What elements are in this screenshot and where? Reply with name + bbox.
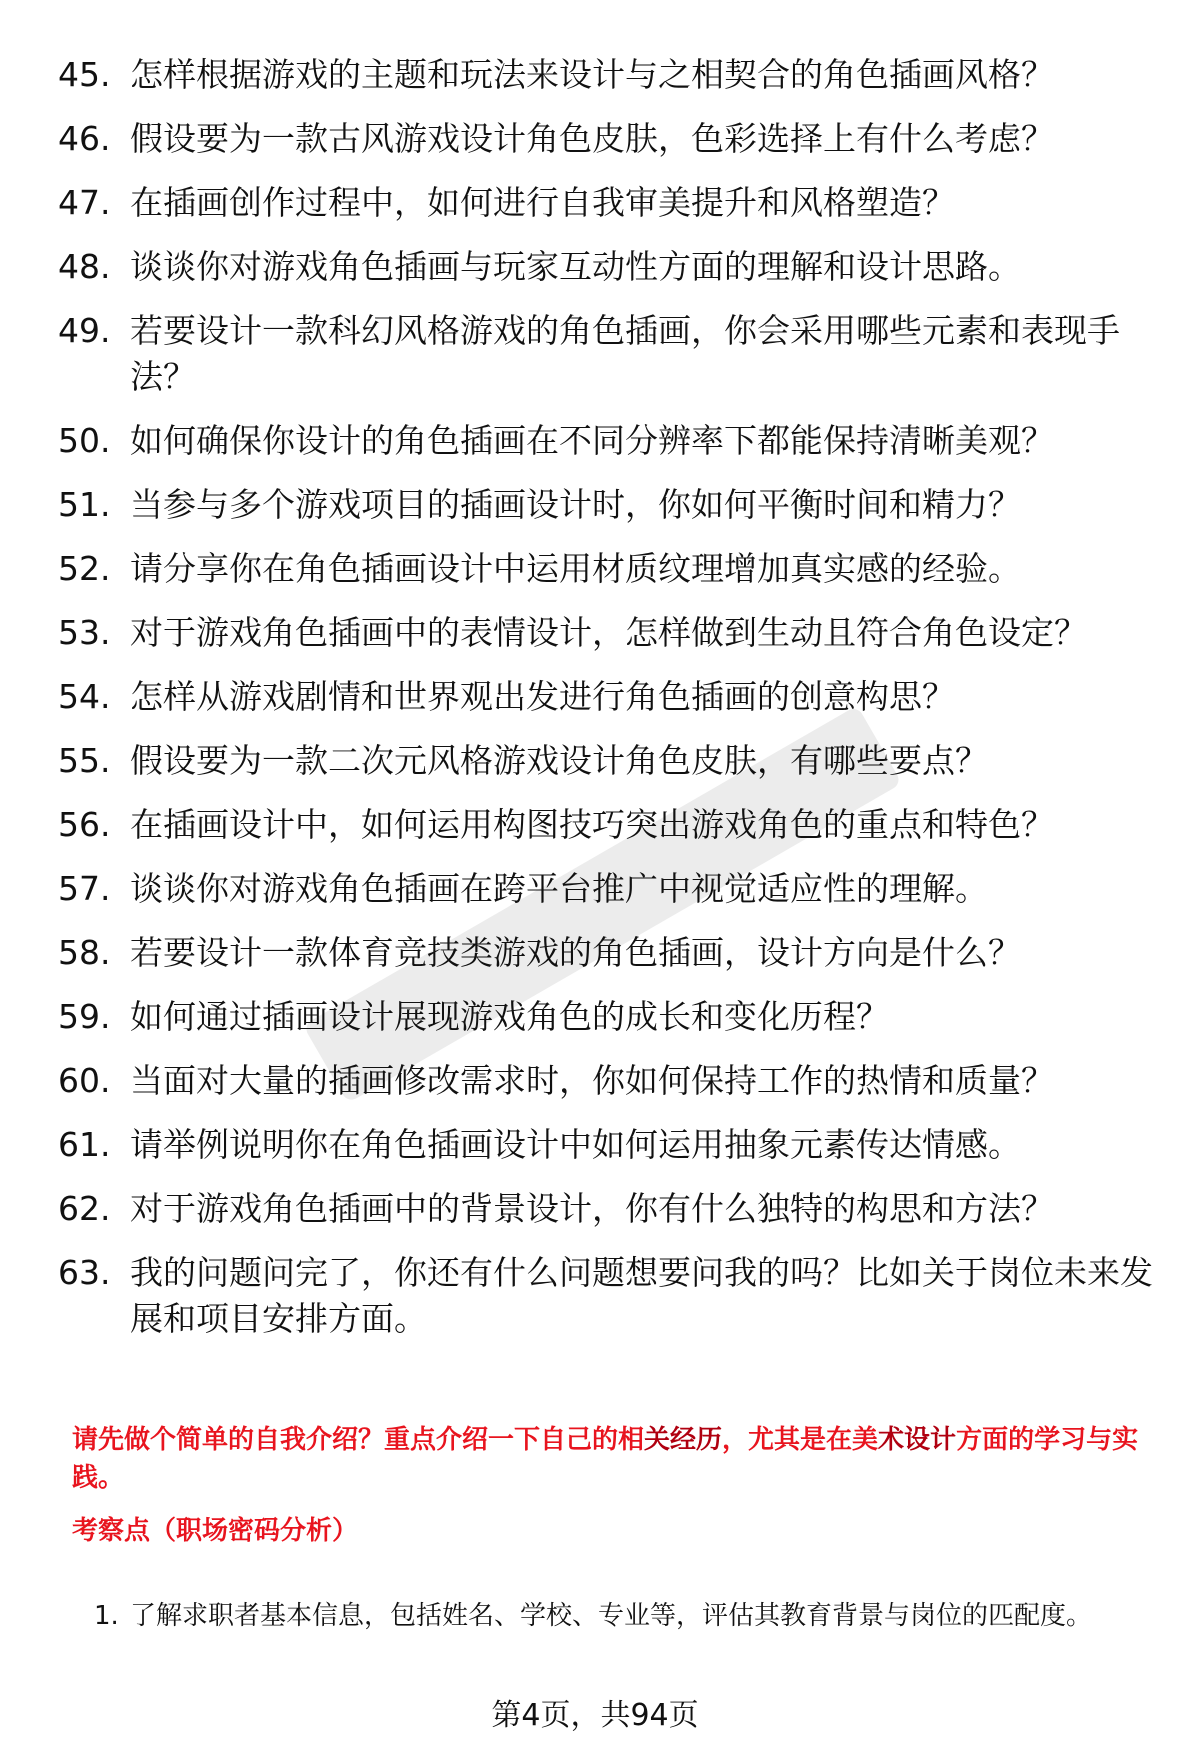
question-number: 47. (58, 183, 111, 222)
list-item (58, 308, 1158, 400)
question-number: 62. (58, 1189, 111, 1228)
list-item (58, 418, 1158, 464)
highlight-text-part: 方面的学习与实践。 (72, 1425, 1139, 1493)
question-text: 谈谈你对游戏角色插画与玩家互动性方面的理解和设计思路。 (130, 247, 1021, 286)
list-item (58, 1250, 1158, 1342)
list-item (58, 866, 1158, 912)
list-item (58, 930, 1158, 976)
list-item (58, 1122, 1158, 1168)
question-number: 49. (58, 311, 111, 350)
list-item (58, 1186, 1158, 1232)
question-number: 48. (58, 247, 111, 286)
question-text: 若要设计一款科幻风格游戏的角色插画，你会采用哪些元素和表现手法？ (130, 311, 1120, 396)
question-text: 我的问题问完了，你还有什么问题想要问我的吗？比如关于岗位未来发展和项目安排方面。 (130, 1253, 1153, 1338)
question-text: 请分享你在角色插画设计中运用材质纹理增加真实感的经验。 (130, 549, 1021, 588)
list-item (58, 674, 1158, 720)
highlight-question (72, 1421, 1162, 1497)
list-item (58, 994, 1158, 1040)
question-text: 请举例说明你在角色插画设计中如何运用抽象元素传达情感。 (130, 1125, 1021, 1164)
list-item (58, 482, 1158, 528)
question-number: 50. (58, 421, 111, 460)
answer-item (94, 1584, 1164, 1648)
answer-text: 了解求职者基本信息，包括姓名、学校、专业等，评估其教育背景与岗位的匹配度。 (130, 1601, 1093, 1631)
question-list (58, 52, 1158, 1360)
question-number: 56. (58, 805, 111, 844)
list-item (58, 244, 1158, 290)
question-text: 怎样从游戏剧情和世界观出发进行角色插画的创意构思？ (130, 677, 955, 716)
list-item (58, 802, 1158, 848)
question-number: 45. (58, 55, 111, 94)
question-number: 58. (58, 933, 111, 972)
question-text: 对于游戏角色插画中的表情设计，怎样做到生动且符合角色设定？ (130, 613, 1087, 652)
question-text: 对于游戏角色插画中的背景设计，你有什么独特的构思和方法？ (130, 1189, 1054, 1228)
highlight-keyword: 术设计 (878, 1425, 957, 1455)
section-title: 考察点（职场密码分析） (72, 1516, 359, 1546)
page-footer: 第4页，共94页 (491, 1698, 699, 1733)
question-text: 在插画设计中，如何运用构图技巧突出游戏角色的重点和特色？ (130, 805, 1054, 844)
question-text: 假设要为一款古风游戏设计角色皮肤，色彩选择上有什么考虑？ (130, 119, 1054, 158)
list-item (58, 1058, 1158, 1104)
question-number: 54. (58, 677, 111, 716)
highlight-keyword: 关经历 (644, 1425, 723, 1455)
list-item (58, 116, 1158, 162)
question-text: 如何确保你设计的角色插画在不同分辨率下都能保持清晰美观？ (130, 421, 1054, 460)
question-number: 63. (58, 1253, 111, 1292)
question-text: 如何通过插画设计展现游戏角色的成长和变化历程？ (130, 997, 889, 1036)
question-number: 61. (58, 1125, 111, 1164)
answer-number: 1. (94, 1601, 119, 1631)
question-number: 53. (58, 613, 111, 652)
list-item (58, 180, 1158, 226)
question-number: 57. (58, 869, 111, 908)
highlight-text-part: 请先做个简单的自我介绍？重点介绍一下自己的相 (72, 1425, 645, 1455)
question-number: 55. (58, 741, 111, 780)
question-text: 在插画创作过程中，如何进行自我审美提升和风格塑造？ (130, 183, 955, 222)
list-item (58, 738, 1158, 784)
list-item (58, 52, 1158, 98)
list-item (58, 610, 1158, 656)
question-number: 59. (58, 997, 111, 1036)
question-text: 当面对大量的插画修改需求时，你如何保持工作的热情和质量？ (130, 1061, 1054, 1100)
question-number: 52. (58, 549, 111, 588)
question-text: 怎样根据游戏的主题和玩法来设计与之相契合的角色插画风格？ (130, 55, 1054, 94)
question-number: 46. (58, 119, 111, 158)
question-text: 谈谈你对游戏角色插画在跨平台推广中视觉适应性的理解。 (130, 869, 988, 908)
list-item (58, 546, 1158, 592)
question-number: 60. (58, 1061, 111, 1100)
question-text: 若要设计一款体育竞技类游戏的角色插画，设计方向是什么？ (130, 933, 1021, 972)
question-text: 假设要为一款二次元风格游戏设计角色皮肤，有哪些要点？ (130, 741, 988, 780)
question-number: 51. (58, 485, 111, 524)
highlight-text-part: ，尤其是在美 (722, 1425, 879, 1455)
question-text: 当参与多个游戏项目的插画设计时，你如何平衡时间和精力？ (130, 485, 1021, 524)
